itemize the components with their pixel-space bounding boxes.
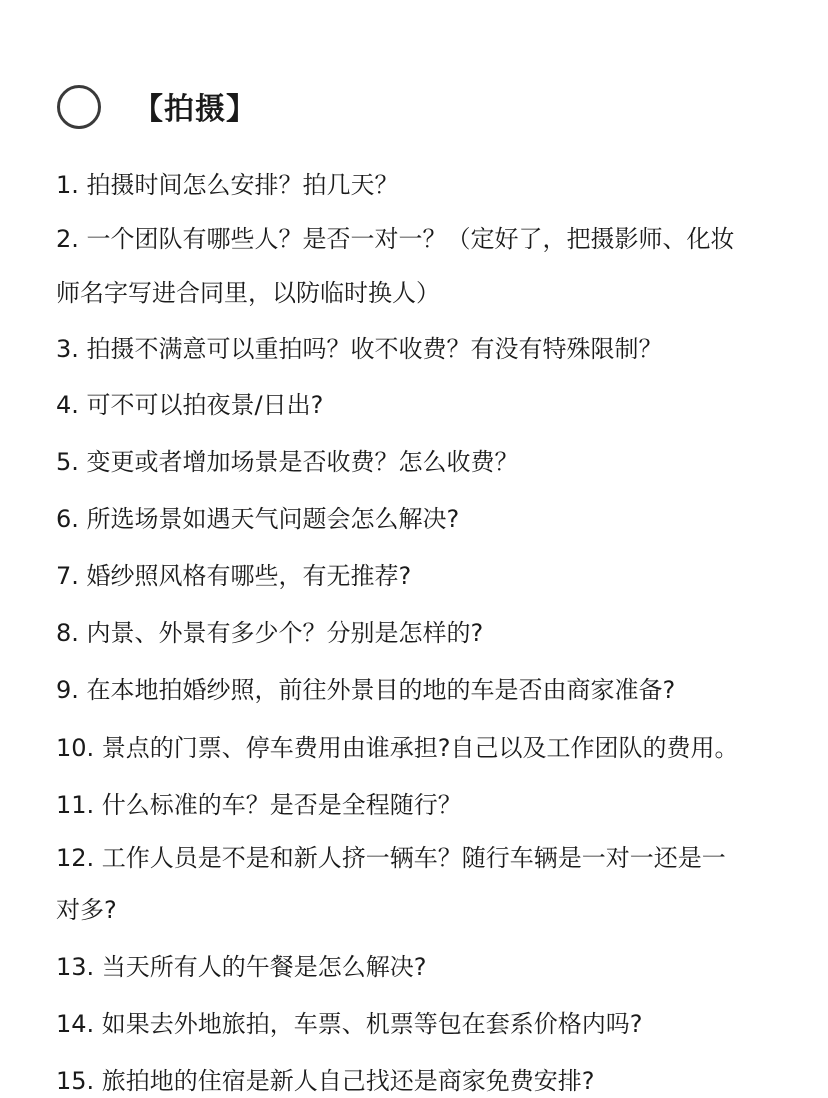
question-line: 4. 可不可以拍夜景/日出?: [56, 391, 324, 419]
question-line: 14. 如果去外地旅拍，车票、机票等包在套系价格内吗?: [56, 1010, 643, 1038]
question-line: 对多?: [56, 896, 117, 924]
question-line: 2. 一个团队有哪些人？是否一对一？（定好了，把摄影师、化妆: [56, 225, 735, 253]
question-line: 5. 变更或者增加场景是否收费？怎么收费？: [56, 448, 519, 476]
circle-outline-icon: [57, 85, 101, 129]
question-line: 师名字写进合同里，以防临时换人）: [56, 279, 440, 307]
section-title: 【拍摄】: [133, 92, 257, 127]
question-line: 6. 所选场景如遇天气问题会怎么解决?: [56, 505, 460, 533]
question-line: 13. 当天所有人的午餐是怎么解决?: [56, 953, 427, 981]
question-line: 9. 在本地拍婚纱照，前往外景目的地的车是否由商家准备?: [56, 676, 676, 704]
question-line: 11. 什么标准的车？是否是全程随行？: [56, 791, 462, 819]
question-line: 3. 拍摄不满意可以重拍吗？收不收费？有没有特殊限制？: [56, 335, 663, 363]
question-line: 15. 旅拍地的住宿是新人自己找还是商家免费安排?: [56, 1067, 595, 1095]
question-line: 8. 内景、外景有多少个？分别是怎样的?: [56, 619, 484, 647]
question-line: 7. 婚纱照风格有哪些，有无推荐?: [56, 562, 412, 590]
section-header: [0, 0, 828, 160]
question-line: 12. 工作人员是不是和新人挤一辆车？随行车辆是一对一还是一: [56, 844, 726, 872]
question-line: 1. 拍摄时间怎么安排？拍几天？: [56, 171, 399, 199]
question-line: 10. 景点的门票、停车费用由谁承担?自己以及工作团队的费用。: [56, 734, 739, 762]
